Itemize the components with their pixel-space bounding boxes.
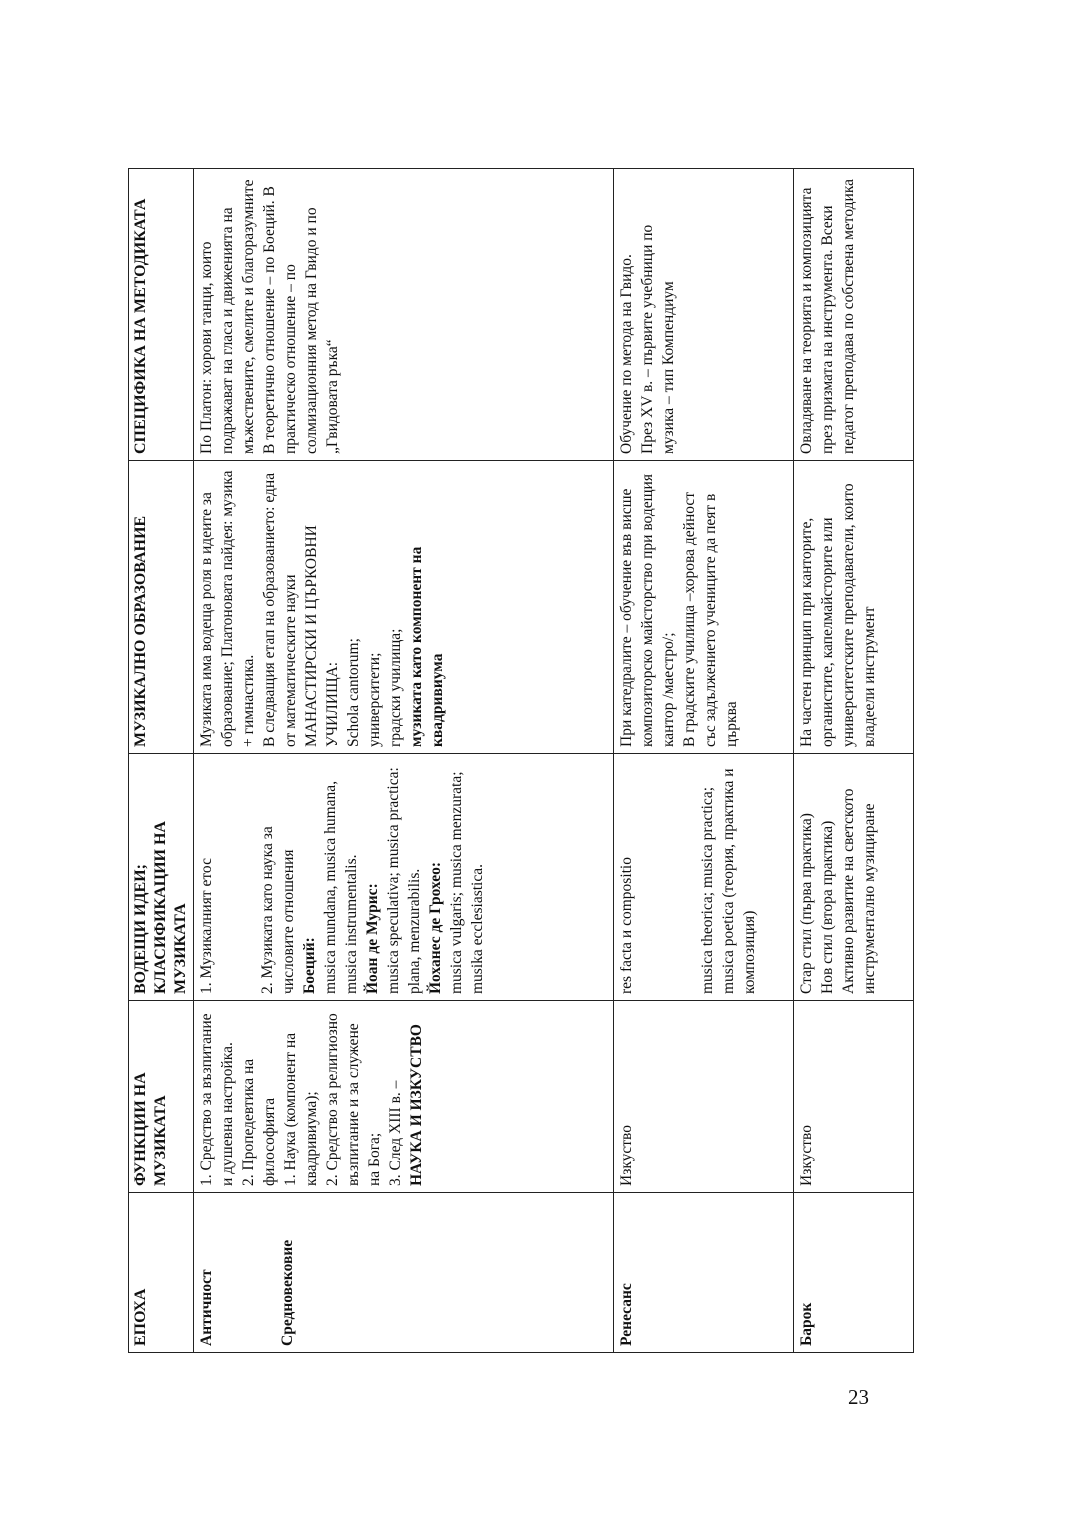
music-history-table — [128, 168, 914, 1353]
cell-text: 2. Музиката като наука за числовите отношения — [259, 826, 297, 994]
cell-text: 1. Средство за възпитание и душевна настройка. — [198, 1013, 236, 1186]
cell-text: 2. Средство за религиозно възпитание и за служене на Бога; — [324, 1013, 383, 1186]
era-cell — [794, 1193, 914, 1353]
table-row — [614, 169, 794, 1353]
cell-text: res facta и compositio — [618, 857, 635, 994]
functions-cell — [794, 1001, 914, 1193]
cell-text: musica speculativa; musica practica: plana, menzurabilis. — [385, 767, 423, 994]
cell-text: През XV в. – първите учебници по музика – тип Компендиум — [639, 224, 677, 454]
method-cell — [194, 169, 614, 461]
cell-text: 3. След XIII в. – — [387, 1080, 404, 1186]
ideas-cell — [614, 754, 794, 1001]
era-label: Античност — [198, 1269, 215, 1346]
cell-text: Изкуство — [618, 1125, 635, 1186]
cell-text: Обучение по метода на Гвидо. — [618, 254, 635, 454]
education-cell — [794, 461, 914, 754]
cell-text: НАУКА И ИЗКУСТВО — [408, 1024, 425, 1186]
rotated-table-container — [128, 169, 900, 1353]
cell-text: Боеций: — [301, 937, 318, 994]
era-label: Ренесанс — [618, 1283, 635, 1346]
cell-text: musica mundana, musica humana, musica instrumentalis. — [322, 780, 360, 994]
cell-text: При катедралите – обучение във висше композиторско майсторство при водещия кантор /маестро/; — [618, 474, 677, 747]
cell-text: В следващия етап на образованието: една от математическите науки — [261, 472, 299, 747]
ideas-cell — [794, 754, 914, 1001]
table-header-row — [129, 169, 194, 1353]
header-era: ЕПОХА — [129, 1193, 194, 1353]
era-label: Средновековие — [279, 1239, 296, 1346]
cell-text: МАНАСТИРСКИ И ЦЪРКОВНИ УЧИЛИЩА: — [303, 525, 341, 747]
header-functions: ФУНКЦИИ НА МУЗИКАТА — [129, 1001, 194, 1193]
cell-text: Музиката има водеща роля в идеите за образование; Платоновата пайдея: музика + гимнастика. — [198, 470, 257, 747]
cell-text: 1. Музикалният етос — [198, 858, 215, 994]
cell-text: Йоан де Мурис: — [364, 883, 381, 994]
cell-text: университети; — [366, 652, 383, 747]
functions-cell — [194, 1001, 614, 1193]
cell-text: По Платон: хорови танци, които подражават на гласа и движенията на мъжествените, смелите и благоразумните — [198, 179, 257, 454]
page-number: 23 — [848, 1385, 869, 1409]
cell-text: Schola cantorum; — [345, 638, 362, 747]
era-label: Барок — [798, 1302, 815, 1346]
header-education: МУЗИКАЛНО ОБРАЗОВАНИЕ — [129, 461, 194, 754]
cell-text: musica vulgaris; musica menzurata; musika ecclesiastica. — [448, 771, 486, 994]
cell-text: Изкуство — [798, 1125, 815, 1186]
table-row — [194, 169, 614, 1353]
cell-text: На частен принцип при канторите, органистите, капелмайсторите или университетските преподаватели, които владеели инструмент — [798, 483, 878, 747]
cell-text: Нов стил (втора практика) — [819, 820, 836, 994]
cell-text: музиката като компонент на квадривиума — [408, 546, 446, 747]
cell-text: В теоретично отношение – по Боеций. В практическо отношение – по солмизационния метод на Гвидо и по „Гвидовата ръка“ — [261, 186, 341, 454]
cell-text: 2. Пропедевтика на философията — [240, 1058, 278, 1186]
ideas-cell — [194, 754, 614, 1001]
education-cell — [194, 461, 614, 754]
cell-text: Стар стил (първа практика) — [798, 813, 815, 994]
era-cell — [614, 1193, 794, 1353]
cell-text: В градските училища –хорова дейност със задължението учениците да пеят в църква — [681, 491, 740, 747]
header-method: СПЕЦИФИКА НА МЕТОДИКАТА — [129, 169, 194, 461]
cell-text: 1. Наука (компонент на квадривиума); — [282, 1032, 320, 1186]
era-cell — [194, 1193, 614, 1353]
table-row — [794, 169, 914, 1353]
method-cell — [614, 169, 794, 461]
functions-cell — [614, 1001, 794, 1193]
education-cell — [614, 461, 794, 754]
cell-text: Активно развитие на светското инструментално музициране — [840, 788, 878, 994]
cell-text: Йоханес де Грохео: — [427, 861, 444, 994]
cell-text: градски училища; — [387, 628, 404, 747]
cell-text: musica theorica; musica practica; musica poetica (теория, практика и композиция) — [699, 768, 758, 994]
header-ideas: ВОДЕЩИ ИДЕИ; КЛАСИФИКАЦИИ НА МУЗИКАТА — [129, 754, 194, 1001]
cell-text: Овладяване на теорията и композицията през призмата на инструмента. Всеки педагог преподава по собствена методика — [798, 178, 857, 454]
method-cell — [794, 169, 914, 461]
